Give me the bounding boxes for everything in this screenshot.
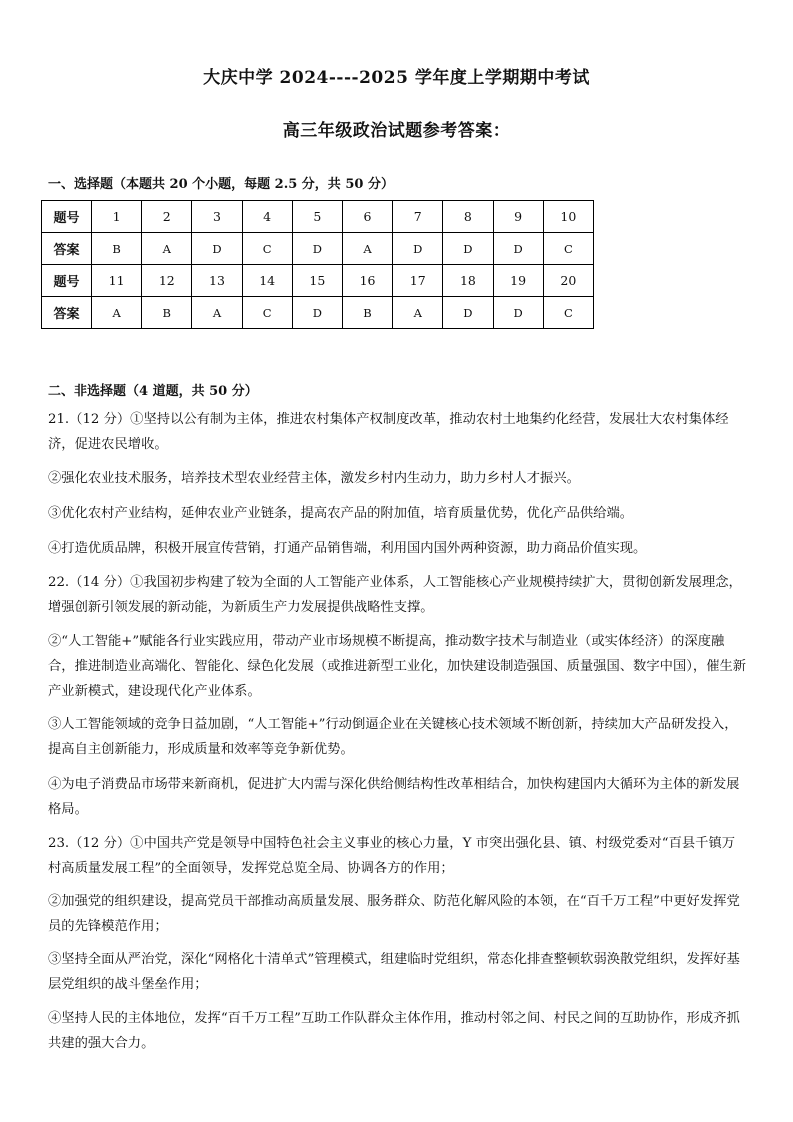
- question-number: 1: [92, 201, 142, 233]
- section-heading-essay: 二、非选择题（4 道题，共 50 分）: [48, 384, 258, 399]
- question-number: 4: [242, 201, 292, 233]
- question-number: 16: [342, 265, 392, 297]
- question-number: 19: [493, 265, 543, 297]
- answer-cell: A: [142, 233, 192, 265]
- answer-paragraph: 21.（12 分）①坚持以公有制为主体，推进农村集体产权制度改革，推动农村土地集约化经营，发展壮大农村集体经济，促进农民增收。: [48, 412, 729, 452]
- answer-cell: C: [242, 297, 292, 329]
- section-heading-choice: 一、选择题（本题共 20 个小题，每题 2.5 分，共 50 分）: [48, 177, 394, 192]
- question-number: 9: [493, 201, 543, 233]
- answer-cell: C: [543, 297, 593, 329]
- question-number: 15: [292, 265, 342, 297]
- answer-cell: A: [192, 297, 242, 329]
- answer-cell: A: [393, 297, 443, 329]
- answer-cell: B: [342, 297, 392, 329]
- question-number: 10: [543, 201, 593, 233]
- answer-paragraph: ④为电子消费品市场带来新商机，促进扩大内需与深化供给侧结构性改革相结合，加快构建国内大循环为主体的新发展格局。: [48, 777, 740, 817]
- question-number: 11: [92, 265, 142, 297]
- answer-paragraph: ②“人工智能+”赋能各行业实践应用，带动产业市场规模不断提高，推动数字技术与制造业（或实体经济）的深度融合，推进制造业高端化、智能化、绿色化发展（或推进新型工业化，加快建设制造强国、质量强国、数字中国），催生新产业新模式，建设现代化产业体系。: [48, 634, 747, 699]
- table-row-question-numbers: [42, 265, 594, 297]
- question-number: 18: [443, 265, 493, 297]
- answer-cell: C: [543, 233, 593, 265]
- question-number: 2: [142, 201, 192, 233]
- question-number: 13: [192, 265, 242, 297]
- question-number: 6: [342, 201, 392, 233]
- table-row-answers: [42, 233, 594, 265]
- answer-cell: A: [92, 297, 142, 329]
- row-label: 答案: [42, 297, 92, 329]
- answer-paragraph: ③人工智能领域的竞争日益加剧，“人工智能+”行动倒逼企业在关键核心技术领域不断创新，持续加大产品研发投入，提高自主创新能力，形成质量和效率等竞争新优势。: [48, 717, 738, 757]
- row-label: 答案: [42, 233, 92, 265]
- question-number: 5: [292, 201, 342, 233]
- answer-cell: D: [443, 297, 493, 329]
- answer-table: [41, 200, 594, 329]
- question-number: 12: [142, 265, 192, 297]
- answer-cell: D: [493, 233, 543, 265]
- answer-paragraph: 22.（14 分）①我国初步构建了较为全面的人工智能产业体系，人工智能核心产业规模持续扩大，贯彻创新发展理念，增强创新引领发展的新动能，为新质生产力发展提供战略性支撑。: [48, 575, 742, 615]
- answer-cell: B: [92, 233, 142, 265]
- answer-paragraph: ②强化农业技术服务，培养技术型农业经营主体，激发乡村内生动力，助力乡村人才振兴。: [48, 471, 580, 486]
- question-number: 3: [192, 201, 242, 233]
- page-title: 大庆中学 2024----2025 学年度上学期期中考试: [203, 68, 590, 88]
- answer-cell: D: [292, 297, 342, 329]
- question-number: 20: [543, 265, 593, 297]
- table-row-answers: [42, 297, 594, 329]
- answer-cell: D: [393, 233, 443, 265]
- answer-cell: D: [493, 297, 543, 329]
- question-number: 14: [242, 265, 292, 297]
- question-number: 7: [393, 201, 443, 233]
- page-subtitle: 高三年级政治试题参考答案：: [282, 121, 511, 141]
- table-row-question-numbers: [42, 201, 594, 233]
- answer-cell: B: [142, 297, 192, 329]
- answer-cell: D: [192, 233, 242, 265]
- question-number: 17: [393, 265, 443, 297]
- answer-paragraph: ④打造优质品牌，积极开展宣传营销，打通产品销售端，利用国内国外两种资源，助力商品价值实现。: [48, 541, 647, 556]
- row-label: 题号: [42, 201, 92, 233]
- answer-cell: D: [443, 233, 493, 265]
- answer-cell: A: [342, 233, 392, 265]
- answer-paragraph: ③坚持全面从严治党，深化“网格化十清单式”管理模式，组建临时党组织，常态化排查整顿软弱涣散党组织，发挥好基层党组织的战斗堡垒作用；: [48, 952, 740, 992]
- answer-paragraph: ③优化农村产业结构，延伸农业产业链条，提高农产品的附加值，培育质量优势，优化产品供给端。: [48, 506, 634, 521]
- answer-paragraph: 23.（12 分）①中国共产党是领导中国特色社会主义事业的核心力量，Y 市突出强化县、镇、村级党委对“百县千镇万村高质量发展工程”的全面领导，发挥党总览全局、协调各方的作用；: [48, 836, 736, 876]
- answer-cell: D: [292, 233, 342, 265]
- answer-paragraph: ②加强党的组织建设，提高党员干部推动高质量发展、服务群众、防范化解风险的本领，在“百千万工程”中更好发挥党员的先锋模范作用；: [48, 894, 740, 934]
- question-number: 8: [443, 201, 493, 233]
- row-label: 题号: [42, 265, 92, 297]
- answer-paragraph: ④坚持人民的主体地位，发挥“百千万工程”互助工作队群众主体作用，推动村邻之间、村民之间的互助协作，形成齐抓共建的强大合力。: [48, 1011, 740, 1051]
- answer-cell: C: [242, 233, 292, 265]
